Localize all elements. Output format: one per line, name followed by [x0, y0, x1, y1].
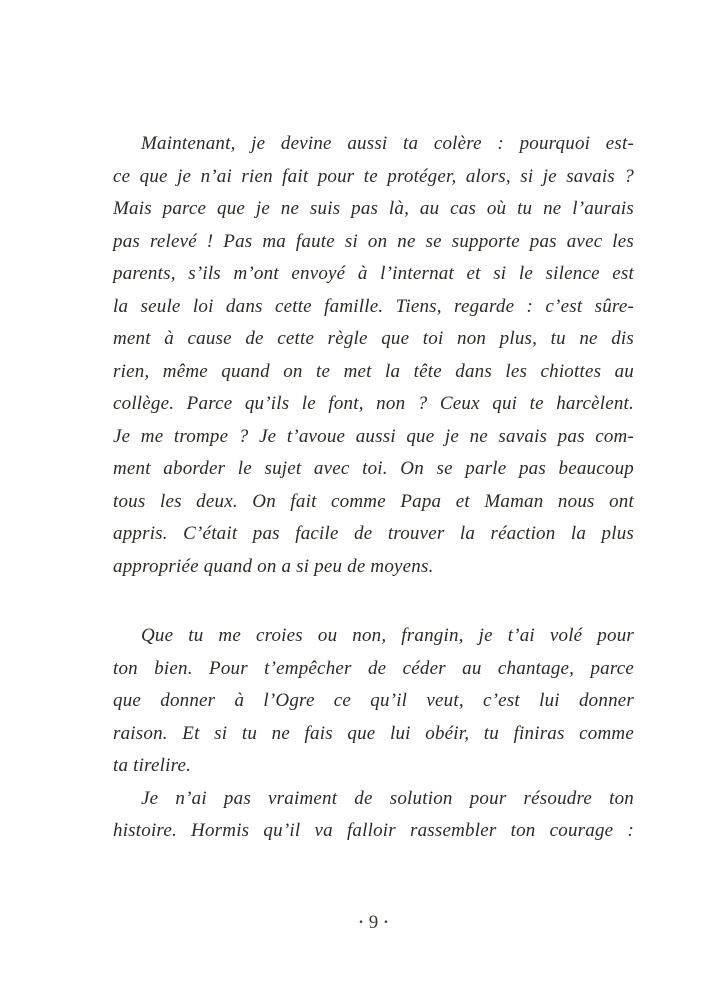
text-line: Que tu me croies ou non, frangin, je t’ai volé pour [141, 625, 634, 646]
text-line: raison. Et si tu ne fais que lui obéir, tu finiras comme [113, 722, 634, 744]
text-line: Mais parce que je ne suis pas là, au cas où tu ne l’aurais [113, 198, 634, 219]
text-line: pas relevé ! Pas ma faute si on ne se supporte pas avec les [113, 230, 634, 252]
text-line: appropriée quand on a si peu de moyens. [113, 555, 434, 577]
paragraph [113, 783, 634, 848]
text-line: Je n’ai pas vraiment de solution pour résoudre ton [141, 787, 634, 809]
text-line: parents, s’ils m’ont envoyé à l’internat et si le silence est [113, 263, 634, 284]
page-footer [113, 912, 634, 934]
text-line: ta tirelire. [113, 755, 192, 776]
text-line: ton bien. Pour t’empêcher de céder au chantage, parce [113, 657, 634, 679]
text-line: histoire. Hormis qu’il va falloir rassembler ton courage : [113, 820, 634, 841]
text-line: collège. Parce qu’ils le font, non ? Ceux qui te harcèlent. [113, 393, 634, 414]
footer-ornament-left: · [358, 914, 364, 931]
text-line: tous les deux. On fait comme Papa et Maman nous ont [113, 490, 634, 512]
text-line: ment à cause de cette règle que toi non plus, tu ne dis [113, 328, 634, 349]
footer-ornament-right: · [383, 914, 389, 931]
paragraph [113, 128, 634, 583]
text-line: la seule loi dans cette famille. Tiens, regarde : c’est sûre- [113, 295, 634, 317]
text-line: Je me trompe ? Je t’avoue aussi que je ne savais pas com- [113, 425, 634, 447]
text-line: Maintenant, je devine aussi ta colère : pourquoi est- [141, 133, 634, 154]
text-line: ment aborder le sujet avec toi. On se parle pas beaucoup [113, 458, 634, 479]
text-line: ce que je n’ai rien fait pour te protéger, alors, si je savais ? [113, 165, 634, 187]
page-number: 9 [368, 912, 379, 933]
text-line: appris. C’était pas facile de trouver la réaction la plus [113, 523, 634, 544]
paragraph [113, 620, 634, 783]
text-line: que donner à l’Ogre ce qu’il veut, c’est lui donner [113, 690, 634, 711]
page-text [113, 128, 634, 848]
text-line: rien, même quand on te met la tête dans les chiottes au [113, 360, 634, 382]
